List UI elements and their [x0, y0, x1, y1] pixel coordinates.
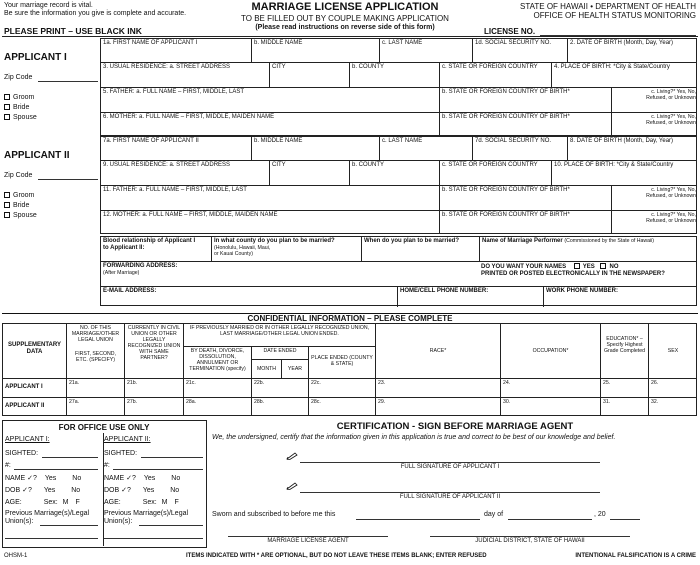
applicant1-state[interactable]: c. STATE OR FOREIGN COUNTRY [439, 63, 551, 87]
signature2-label: FULL SIGNATURE OF APPLICANT II [399, 494, 501, 500]
applicant2-father[interactable]: 11. FATHER: a. FULL NAME – FIRST, MIDDLE, LAST [103, 187, 247, 193]
cell-21b[interactable]: 21b. [124, 379, 183, 397]
applicant2-county[interactable]: b. COUNTY [349, 161, 439, 185]
cell-28b[interactable]: 28b. [251, 398, 308, 416]
applicant2-father-birth[interactable]: b. STATE OR FOREIGN COUNTRY OF BIRTH* [439, 186, 611, 210]
col-sex: SEX [648, 324, 697, 378]
applicant2-first-name[interactable]: 7a. FIRST NAME OF APPLICANT II [103, 138, 199, 144]
applicant1-mother-living[interactable]: c. Living?* Yes, No, Refused, or Unknown [611, 113, 698, 136]
applicant2-street[interactable]: 9. USUAL RESIDENCE: a. STREET ADDRESS [103, 162, 231, 168]
applicant1-father-birth[interactable]: b. STATE OR FOREIGN COUNTRY OF BIRTH* [439, 88, 611, 112]
office-sighted-1: SIGHTED: [5, 450, 39, 457]
applicant1-zip-label: Zip Code [4, 74, 33, 81]
district-label: JUDICIAL DISTRICT, STATE OF HAWAII [475, 538, 585, 544]
num-line-2[interactable] [113, 469, 203, 470]
col-previous-union: IF PREVIOUSLY MARRIED OR IN OTHER LEGALLY RECOGNIZED UNION, LAST MARRIAGE/OTHER LEGAL UNION ENDED. [183, 324, 375, 346]
cell-27b[interactable]: 27b. [124, 398, 183, 416]
blood-relationship[interactable]: Blood relationship of Applicant I to Applicant II: [103, 238, 196, 251]
applicant2-mother-birth[interactable]: b. STATE OR FOREIGN COUNTRY OF BIRTH* [439, 211, 611, 234]
form-subtitle: TO BE FILLED OUT BY COUPLE MAKING APPLICATION [241, 14, 449, 23]
office-dob-check-1: DOB ✓? Yes No [5, 487, 81, 494]
applicant2-dob[interactable]: 8. DATE OF BIRTH (Month, Day, Year) [567, 137, 698, 160]
checkbox-icon [4, 114, 10, 120]
signature-line-2[interactable] [300, 492, 600, 493]
form-instructions: (Please read instructions on reverse side of this form) [255, 24, 435, 31]
prev-line-1b[interactable] [5, 538, 98, 539]
office-prev-1: Previous Marriage(s)/Legal Union(s): [5, 510, 90, 525]
applicant2-mother-living[interactable]: c. Living?* Yes, No, Refused, or Unknown [611, 211, 698, 234]
agent-line[interactable] [228, 536, 388, 537]
applicant2-zip-label: Zip Code [4, 172, 33, 179]
checkbox-icon [4, 192, 10, 198]
applicant1-county[interactable]: b. COUNTY [349, 63, 439, 87]
optional-note: ITEMS INDICATED WITH * ARE OPTIONAL, BUT DO NOT LEAVE THESE ITEMS BLANK; ENTER REFUSED [186, 553, 487, 559]
applicant1-ssn[interactable]: 1d. SOCIAL SECURITY NO. [472, 39, 567, 62]
col-month: MONTH [251, 360, 281, 378]
sworn-year-line[interactable] [610, 519, 640, 520]
day-of-text: day of [484, 511, 504, 518]
cell-22c[interactable]: 22c. [308, 379, 375, 397]
col-occupation: OCCUPATION* [500, 324, 600, 378]
col-race: RACE* [375, 324, 500, 378]
cell-26[interactable]: 26. [648, 379, 697, 397]
applicant1-dob[interactable]: 2. DATE OF BIRTH (Month, Day, Year) [567, 39, 698, 62]
office-name-check-1: NAME ✓? Yes No [5, 475, 82, 482]
applicant1-mother-birth[interactable]: b. STATE OR FOREIGN COUNTRY OF BIRTH* [439, 113, 611, 136]
signature1-label: FULL SIGNATURE OF APPLICANT I [400, 464, 500, 470]
office-num-1: #: [5, 462, 11, 469]
applicant2-state[interactable]: c. STATE OR FOREIGN COUNTRY [439, 161, 551, 185]
col-date-ended: DATE ENDED [251, 347, 308, 359]
row-applicant1-label: APPLICANT I [5, 384, 43, 390]
office-name: OFFICE OF HEALTH STATUS MONITORING [533, 11, 696, 20]
applicant1-middle-name[interactable]: b. MIDDLE NAME [251, 39, 379, 62]
applicant2-role-bride[interactable]: Bride [4, 202, 29, 210]
cell-24[interactable]: 24. [500, 379, 600, 397]
cell-28c[interactable]: 28c. [308, 398, 375, 416]
applicant2-role-groom[interactable]: Groom [4, 192, 34, 200]
applicant2-birthplace[interactable]: 10. PLACE OF BIRTH: *City & State/Country [551, 161, 698, 185]
agent-label: MARRIAGE LICENSE AGENT [267, 538, 349, 544]
email-address[interactable]: E-MAIL ADDRESS: [103, 288, 157, 294]
supplementary-label: SUPPLEMENTARY DATA [7, 342, 61, 355]
applicant2-role-spouse[interactable]: Spouse [4, 212, 37, 220]
applicant2-grid [100, 136, 697, 234]
cell-32[interactable]: 32. [648, 398, 697, 416]
signature-line-1[interactable] [300, 462, 600, 463]
applicant2-zip-line[interactable] [38, 179, 98, 180]
department: STATE OF HAWAII • DEPARTMENT OF HEALTH [520, 2, 696, 11]
applicant1-role-groom[interactable]: Groom [4, 94, 34, 102]
cell-27a[interactable]: 27a. [66, 398, 124, 416]
sighted-line-2[interactable] [141, 457, 203, 458]
office-num-2: #: [104, 462, 110, 469]
newspaper-no[interactable]: NO [600, 264, 618, 270]
license-no-label: LICENSE NO. [484, 27, 536, 36]
falsification-warning: INTENTIONAL FALSIFICATION IS A CRIME [575, 553, 696, 559]
office-name-check-2: NAME ✓? Yes No [104, 475, 181, 482]
cell-31[interactable]: 31. [600, 398, 648, 416]
office-dob-check-2: DOB ✓? Yes No [104, 487, 180, 494]
year-text: , 20 [594, 511, 606, 518]
col-marriage-number: NO. OF THIS MARRIAGE/OTHER LEGAL UNION FIRST, SECOND, ETC. (SPECIFY) [66, 324, 124, 378]
form-title: MARRIAGE LICENSE APPLICATION [251, 1, 439, 13]
cell-30[interactable]: 30. [500, 398, 600, 416]
confidential-title: CONFIDENTIAL INFORMATION – PLEASE COMPLETE [247, 314, 453, 323]
marriage-county[interactable]: In what county do you plan to be married? (Honolulu, Hawaii, Maui, or Kauai County) [211, 237, 361, 261]
office-prev-2: Previous Marriage(s)/Legal Union(s): [104, 510, 189, 525]
checkbox-icon [4, 94, 10, 100]
applicant2-heading: APPLICANT II [4, 150, 70, 161]
applicant1-mother[interactable]: 6. MOTHER: a. FULL NAME – FIRST, MIDDLE, MAIDEN NAME [103, 114, 275, 120]
forwarding-address[interactable]: FORWARDING ADDRESS: (After Marriage) [103, 263, 178, 276]
office-title: FOR OFFICE USE ONLY [58, 423, 150, 432]
marriage-performer[interactable]: Name of Marriage Performer (Commissioned by the State of Hawaii) [479, 237, 698, 261]
pen-icon [286, 452, 298, 460]
sighted-line-1[interactable] [42, 457, 98, 458]
cell-25[interactable]: 25. [600, 379, 648, 397]
applicant1-father[interactable]: 5. FATHER: a. FULL NAME – FIRST, MIDDLE, LAST [103, 89, 245, 95]
cell-29[interactable]: 29. [375, 398, 500, 416]
office-age-sex-1: AGE: Sex: M F [5, 499, 80, 506]
applicant1-street[interactable]: 3. USUAL RESIDENCE: a. STREET ADDRESS [103, 64, 231, 70]
col-place-ended: PLACE ENDED (COUNTY & STATE) [308, 347, 375, 378]
checkbox-icon [600, 263, 606, 269]
sworn-month-line[interactable] [508, 519, 592, 520]
office-sighted-2: SIGHTED: [104, 450, 138, 457]
applicant1-role-bride[interactable]: Bride [4, 104, 29, 112]
applicant2-father-living[interactable]: c. Living?* Yes, No, Refused, or Unknown [611, 186, 698, 210]
row-applicant2-label: APPLICANT II [5, 403, 45, 409]
col-ended-how: BY DEATH, DIVORCE, DISSOLUTION, ANNULMENT OR TERMINATION (specify) [183, 347, 251, 378]
office-app2-label: APPLICANT II: [104, 436, 151, 443]
prev-line-2[interactable] [139, 525, 203, 526]
cell-28a[interactable]: 28a. [183, 398, 251, 416]
prev-line-2b[interactable] [104, 538, 203, 539]
accuracy-note: Be sure the information you give is complete and accurate. [4, 10, 187, 17]
print-note: PLEASE PRINT – USE BLACK INK [4, 26, 142, 36]
num-line-1[interactable] [14, 469, 98, 470]
work-phone[interactable]: WORK PHONE NUMBER: [543, 287, 698, 307]
applicant2-mother[interactable]: 12. MOTHER: a. FULL NAME – FIRST, MIDDLE, MAIDEN NAME [103, 212, 278, 218]
applicant1-father-living[interactable]: c. Living?* Yes, No, Refused, or Unknown [611, 88, 698, 112]
divider [2, 36, 698, 37]
col-year: YEAR [281, 360, 308, 378]
office-age-sex-2: AGE: Sex: M F [104, 499, 179, 506]
sworn-text: Sworn and subscribed to before me this [212, 511, 336, 518]
applicant1-zip-line[interactable] [38, 81, 98, 82]
applicant1-birthplace[interactable]: 4. PLACE OF BIRTH: *City & State/Country [551, 63, 698, 87]
cell-21c[interactable]: 21c. [183, 379, 251, 397]
checkbox-icon [4, 104, 10, 110]
applicant1-role-spouse[interactable]: Spouse [4, 114, 37, 122]
applicant1-grid [100, 38, 697, 136]
newspaper-question: DO YOU WANT YOUR NAMES YES NO PRINTED OR POSTED ELECTRONICALLY IN THE NEWSPAPER? [481, 264, 665, 277]
applicant2-city[interactable]: CITY [269, 161, 349, 185]
sworn-day-line[interactable] [356, 519, 480, 520]
vital-note: Your marriage record is vital. [4, 2, 93, 9]
pen-icon [286, 482, 298, 490]
applicant2-last-name[interactable]: c. LAST NAME [379, 137, 472, 160]
district-line[interactable] [430, 536, 630, 537]
applicant1-heading: APPLICANT I [4, 52, 67, 63]
col-current-union: CURRENTLY IN CIVIL UNION OR OTHER LEGALLY RECOGNIZED UNION WITH SAME PARTNER? [124, 324, 183, 378]
confidential-table [2, 323, 697, 416]
col-education: EDUCATION* – Specify Highest Grade Completed [600, 324, 648, 378]
office-app1-label: APPLICANT I: [5, 436, 50, 443]
applicant2-middle-name[interactable]: b. MIDDLE NAME [251, 137, 379, 160]
cell-22b[interactable]: 22b. [251, 379, 308, 397]
applicant2-ssn[interactable]: 7d. SOCIAL SECURITY NO. [472, 137, 567, 160]
form-code: OHSM-1 [4, 553, 28, 559]
home-phone[interactable]: HOME/CELL PHONE NUMBER: [397, 287, 543, 307]
applicant1-first-name[interactable]: 1a. FIRST NAME OF APPLICANT I [103, 40, 198, 46]
misc-grid [100, 236, 697, 306]
checkbox-icon [4, 212, 10, 218]
prev-line-1[interactable] [40, 525, 98, 526]
cert-statement: We, the undersigned, certify that the information given in this application is true and correct to be best of our knowledge and belief. [212, 434, 616, 441]
marriage-date[interactable]: When do you plan to be married? [361, 237, 479, 261]
newspaper-yes[interactable]: YES [574, 264, 595, 270]
checkbox-icon [574, 263, 580, 269]
applicant1-city[interactable]: CITY [269, 63, 349, 87]
cell-23[interactable]: 23. [375, 379, 500, 397]
checkbox-icon [4, 202, 10, 208]
applicant1-last-name[interactable]: c. LAST NAME [379, 39, 472, 62]
cert-title: CERTIFICATION - SIGN BEFORE MARRIAGE AGENT [336, 421, 574, 432]
cell-21a[interactable]: 21a. [66, 379, 124, 397]
